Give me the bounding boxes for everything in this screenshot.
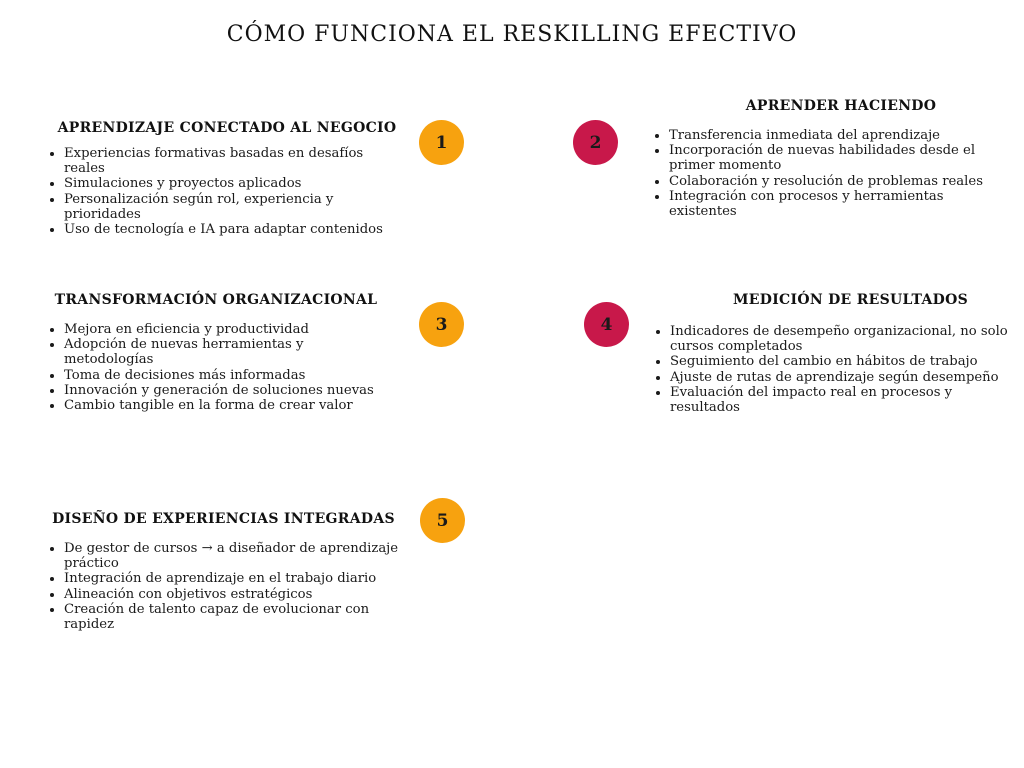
list-item: Adopción de nuevas herramientas y metodologías (46, 337, 386, 367)
list-item: Cambio tangible en la forma de crear valor (46, 398, 386, 413)
step-heading: DISEÑO DE EXPERIENCIAS INTEGRADAS (52, 511, 395, 527)
list-item: Seguimiento del cambio en hábitos de trabajo (652, 354, 1014, 369)
step-number-badge (584, 302, 629, 347)
step-list (46, 146, 408, 237)
step-block-transformacion (46, 292, 386, 413)
step-list (46, 322, 386, 413)
list-item: Simulaciones y proyectos aplicados (46, 176, 408, 191)
list-item: Colaboración y resolución de problemas reales (651, 174, 1011, 189)
step-number-badge (419, 120, 464, 165)
step-block-aprendizaje-conectado (46, 120, 408, 237)
step-number-badge (573, 120, 618, 165)
list-item: Ajuste de rutas de aprendizaje según desempeño (652, 370, 1014, 385)
step-heading: APRENDIZAJE CONECTADO AL NEGOCIO (57, 120, 397, 136)
step-number: 2 (589, 132, 602, 153)
list-item: Innovación y generación de soluciones nuevas (46, 383, 386, 398)
list-item: Mejora en eficiencia y productividad (46, 322, 386, 337)
list-item: Personalización según rol, experiencia y prioridades (46, 192, 408, 222)
step-heading: MEDICIÓN DE RESULTADOS (733, 292, 968, 308)
step-heading: TRANSFORMACIÓN ORGANIZACIONAL (54, 292, 378, 308)
step-number-badge (420, 498, 465, 543)
step-list (652, 324, 1014, 415)
step-number: 1 (435, 132, 448, 153)
list-item: Indicadores de desempeño organizacional, no solo cursos completados (652, 324, 1014, 354)
list-item: Incorporación de nuevas habilidades desde el primer momento (651, 143, 1011, 173)
step-block-medicion (652, 292, 1014, 415)
step-number: 5 (436, 510, 449, 531)
step-list (46, 541, 401, 632)
list-item: Alineación con objetivos estratégicos (46, 587, 401, 602)
list-item: Creación de talento capaz de evolucionar con rapidez (46, 602, 401, 632)
list-item: Toma de decisiones más informadas (46, 368, 386, 383)
page-title: CÓMO FUNCIONA EL RESKILLING EFECTIVO (226, 22, 798, 47)
list-item: De gestor de cursos → a diseñador de aprendizaje práctico (46, 541, 401, 571)
step-number: 4 (600, 314, 613, 335)
list-item: Experiencias formativas basadas en desafíos reales (46, 146, 408, 176)
step-block-aprender-haciendo (651, 98, 1011, 219)
list-item: Transferencia inmediata del aprendizaje (651, 128, 1011, 143)
step-number: 3 (435, 314, 448, 335)
list-item: Integración con procesos y herramientas existentes (651, 189, 1011, 219)
list-item: Evaluación del impacto real en procesos y resultados (652, 385, 1014, 415)
step-block-diseno (46, 511, 401, 632)
step-number-badge (419, 302, 464, 347)
step-heading: APRENDER HACIENDO (745, 98, 937, 114)
list-item: Integración de aprendizaje en el trabajo diario (46, 571, 401, 586)
step-list (651, 128, 1011, 219)
list-item: Uso de tecnología e IA para adaptar contenidos (46, 222, 408, 237)
